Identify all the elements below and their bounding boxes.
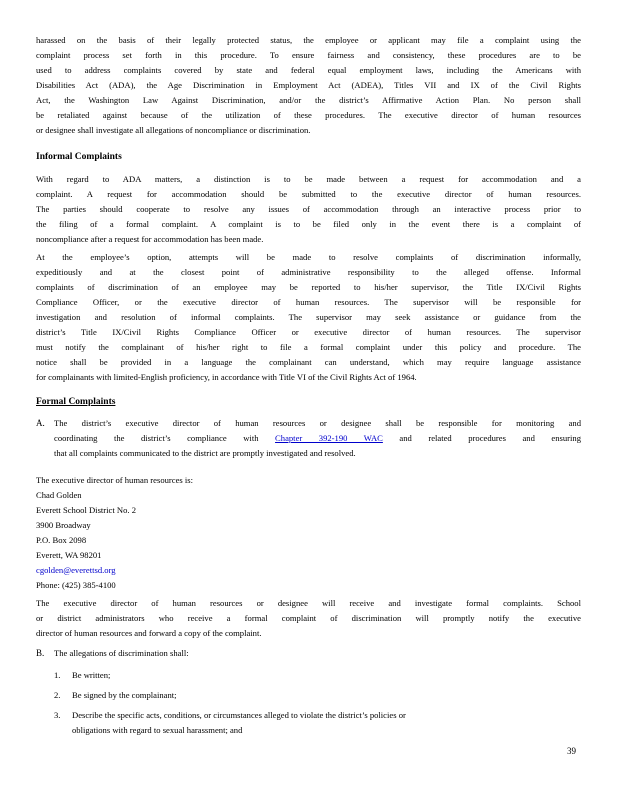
text-line: Disabilities Act (ADA), the Age Discrimination in Employment Act (ADEA), Titles VII and IX of the Civil Rights <box>36 80 581 90</box>
text-line: complaint. A request for accommodation should be submitted to the executive director of human resources. <box>36 189 581 199</box>
text-line: director of human resources and forward a copy of the complaint. <box>36 628 262 638</box>
contact-intro: The executive director of human resources is: <box>36 475 194 485</box>
sub-item-text-continued: obligations with regard to sexual harassment; and <box>72 725 243 735</box>
text-line: for complainants with limited-English proficiency, in accordance with Title VI of the Civil Rights Act of 1964. <box>36 372 417 382</box>
sub-item-number: 3. <box>54 710 61 720</box>
sub-item-number: 1. <box>54 670 61 680</box>
page-number: 39 <box>567 746 576 756</box>
text-line: The executive director of human resources or designee will receive and investigate formal complaints. School <box>36 598 581 608</box>
contact-city: Everett, WA 98201 <box>36 550 102 560</box>
sub-item-number: 2. <box>54 690 61 700</box>
contact-email-link[interactable]: cgolden@everettsd.org <box>36 565 116 575</box>
paragraph-ada-matters <box>36 172 581 247</box>
text-line: the filing of a formal complaint. A complaint is to be filed only in the event there is a complaint of <box>36 219 581 229</box>
sub-item-text: Be signed by the complainant; <box>72 690 177 700</box>
contact-name: Chad Golden <box>36 490 82 500</box>
text-line: complaint process set forth in this procedure. To ensure fairness and consistency, these procedures are to be <box>36 50 581 60</box>
text-line: used to address complaints covered by state and federal equal employment laws, including the Americans with <box>36 65 581 75</box>
item-b-label: B. <box>36 648 45 658</box>
text-fragment: coordinating the district’s compliance with <box>54 433 259 443</box>
item-a-label: A. <box>36 418 45 428</box>
text-line: With regard to ADA matters, a distinction is to be made between a request for accommodation and a <box>36 174 581 184</box>
contact-street: 3900 Broadway <box>36 520 91 530</box>
paragraph-receive-complaints <box>36 596 581 641</box>
text-line: The district’s executive director of human resources or designee shall be responsible for monitoring and <box>54 418 581 428</box>
text-line: that all complaints communicated to the district are promptly investigated and resolved. <box>54 448 356 458</box>
text-line: At the employee’s option, attempts will be made to resolve complaints of discrimination informally, <box>36 252 581 262</box>
sub-item-text: Be written; <box>72 670 111 680</box>
text-line: noncompliance after a request for accommodation has been made. <box>36 234 264 244</box>
text-line: The parties should cooperate to resolve any issues of accommodation through an interactive process prior to <box>36 204 581 214</box>
sub-item-text: Describe the specific acts, conditions, or circumstances alleged to violate the district’s policies or <box>72 710 406 720</box>
text-line: Compliance Officer, or the executive director of human resources. The supervisor will be responsible for <box>36 297 581 307</box>
text-line <box>54 431 581 446</box>
paragraph-informal-resolution <box>36 250 581 385</box>
text-line: expeditiously and at the closest point of administrative responsibility to the alleged offense. Informal <box>36 267 581 277</box>
text-line: harassed on the basis of their legally protected status, the employee or applicant may file a complaint using the <box>36 35 581 45</box>
paragraph-complaint-process <box>36 33 581 138</box>
item-a-text <box>54 416 581 461</box>
contact-pobox: P.O. Box 2098 <box>36 535 87 545</box>
text-line: or designee shall investigate all allegations of noncompliance or discrimination. <box>36 125 311 135</box>
item-b-text: The allegations of discrimination shall: <box>54 648 189 658</box>
text-line: notice shall be provided in a language the complainant can understand, which may require language assistance <box>36 357 581 367</box>
contact-org: Everett School District No. 2 <box>36 505 137 515</box>
wac-chapter-link[interactable]: Chapter 392-190 WAC <box>275 433 383 443</box>
text-line: or district administrators who receive a formal complaint of discrimination will promptly notify the executive <box>36 613 581 623</box>
text-line: investigation and resolution of informal complaints. The supervisor may seek assistance or guidance from the <box>36 312 581 322</box>
text-line: district’s Title IX/Civil Rights Compliance Officer or executive director of human resources. The supervisor <box>36 327 581 337</box>
contact-phone: Phone: (425) 385-4100 <box>36 580 116 590</box>
text-fragment: and related procedures and ensuring <box>399 433 581 443</box>
text-line: complaints of discrimination of an employee may be reported to his/her supervisor, the Title IX/Civil Rights <box>36 282 581 292</box>
text-line: Act, the Washington Law Against Discrimination, and/or the district’s Affirmative Action Plan. No person shall <box>36 95 581 105</box>
text-line: must notify the complainant of his/her right to file a formal complaint under this policy and procedure. The <box>36 342 581 352</box>
contact-block <box>36 473 193 593</box>
heading-informal-complaints: Informal Complaints <box>36 152 122 162</box>
heading-formal-complaints: Formal Complaints <box>36 397 116 407</box>
text-line: be retaliated against because of the utilization of these procedures. The executive director of human resources <box>36 110 581 120</box>
